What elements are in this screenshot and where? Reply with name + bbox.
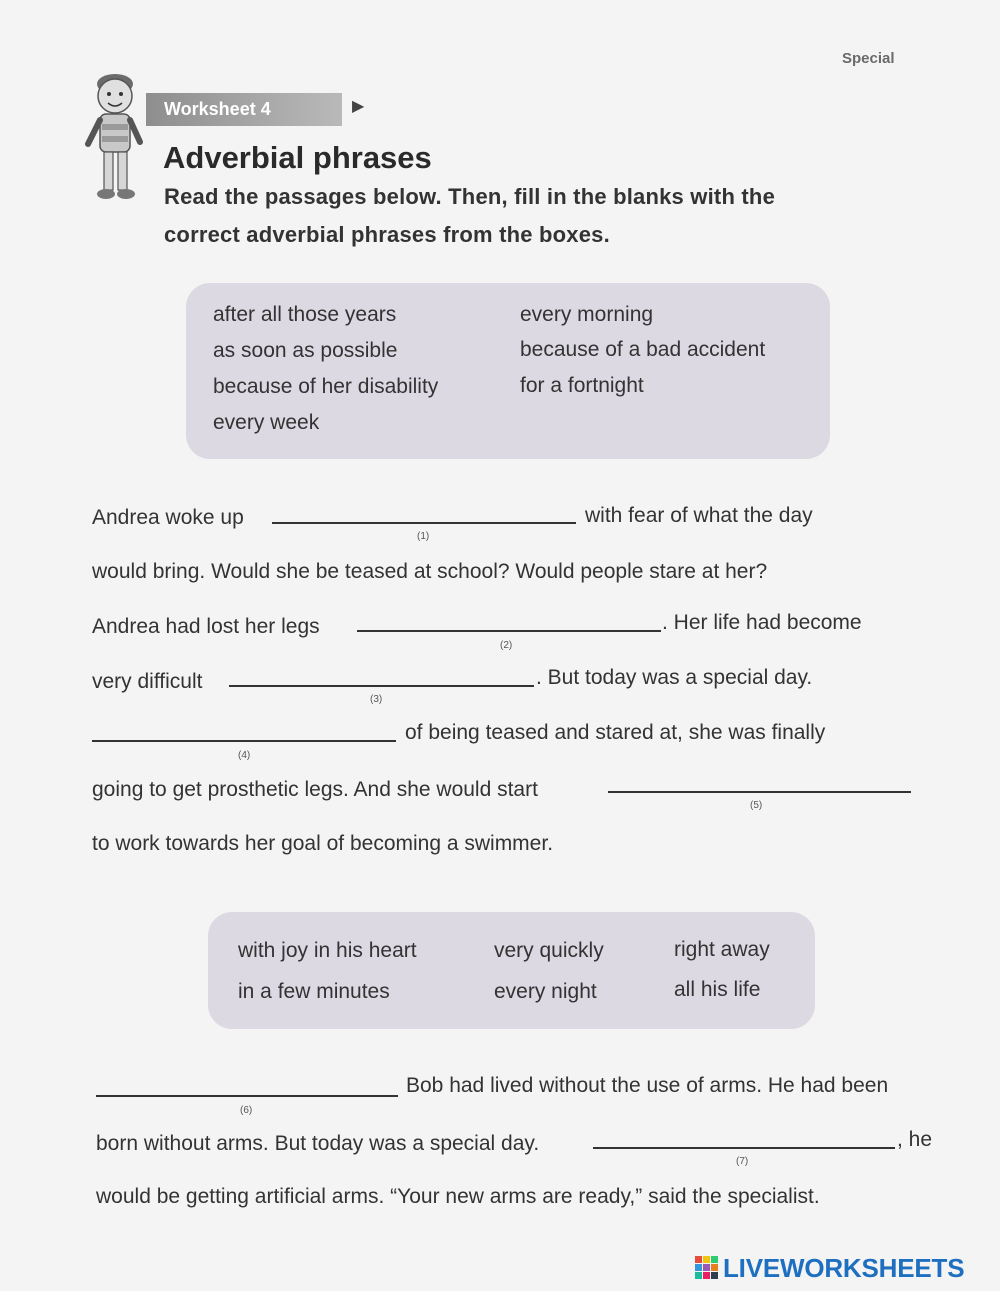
arrow-icon: ▶ [352, 98, 365, 115]
blank-number: (4) [238, 750, 251, 761]
blank-number: (1) [417, 531, 430, 542]
word-box-2 [208, 912, 815, 1029]
word-option: because of a bad accident [520, 338, 766, 361]
word-option: with joy in his heart [238, 939, 417, 962]
word-option: all his life [674, 978, 761, 1001]
blank-6[interactable] [96, 1095, 398, 1097]
blank-number: (7) [736, 1156, 749, 1167]
blank-3[interactable] [229, 685, 534, 687]
brand-logo-icon [695, 1256, 719, 1280]
passage-text: born without arms. But today was a special day. [96, 1132, 540, 1155]
word-option: every week [213, 411, 320, 434]
brand-text: LIVEWORKSHEETS [723, 1253, 965, 1283]
word-option: every night [494, 980, 597, 1003]
word-option: for a fortnight [520, 374, 644, 397]
blank-number: (3) [370, 694, 383, 705]
passage-text: Andrea woke up [92, 506, 244, 529]
blank-number: (6) [240, 1105, 253, 1116]
instruction-line-1: Read the passages below. Then, fill in the blanks with the [164, 184, 776, 209]
word-option: because of her disability [213, 375, 439, 398]
blank-number: (5) [750, 800, 763, 811]
blank-5[interactable] [608, 791, 911, 793]
passage-text: would bring. Would she be teased at school? Would people stare at her? [92, 560, 768, 583]
word-box-1 [186, 283, 830, 459]
corner-word: Special [842, 50, 895, 67]
word-option: every morning [520, 303, 654, 326]
instruction-line-2: correct adverbial phrases from the boxes. [164, 222, 610, 247]
passage-text: with fear of what the day [585, 504, 813, 527]
passage-text: of being teased and stared at, she was finally [405, 721, 826, 744]
page-title: Adverbial phrases [163, 140, 432, 175]
passage-text: would be getting artificial arms. “Your new arms are ready,” said the specialist. [96, 1185, 820, 1208]
word-option: after all those years [213, 303, 397, 326]
passage-text: to work towards her goal of becoming a swimmer. [92, 832, 554, 855]
passage-text: Bob had lived without the use of arms. He had been [406, 1074, 889, 1097]
word-option: very quickly [494, 939, 604, 962]
kid-illustration [82, 68, 152, 208]
blank-number: (2) [500, 640, 513, 651]
passage-text: . Her life had become [662, 611, 862, 634]
passage-text: going to get prosthetic legs. And she would start [92, 778, 538, 801]
passage-text: very difficult [92, 670, 203, 693]
blank-4[interactable] [92, 740, 396, 742]
blank-7[interactable] [593, 1147, 895, 1149]
word-option: right away [674, 938, 770, 961]
word-option: as soon as possible [213, 339, 398, 362]
passage-text: , he [897, 1128, 933, 1151]
passage-text: . But today was a special day. [536, 666, 813, 689]
blank-2[interactable] [357, 630, 661, 632]
blank-1[interactable] [272, 522, 576, 524]
word-option: in a few minutes [238, 980, 390, 1003]
worksheet-label: Worksheet 4 [146, 93, 342, 126]
passage-text: Andrea had lost her legs [92, 615, 320, 638]
